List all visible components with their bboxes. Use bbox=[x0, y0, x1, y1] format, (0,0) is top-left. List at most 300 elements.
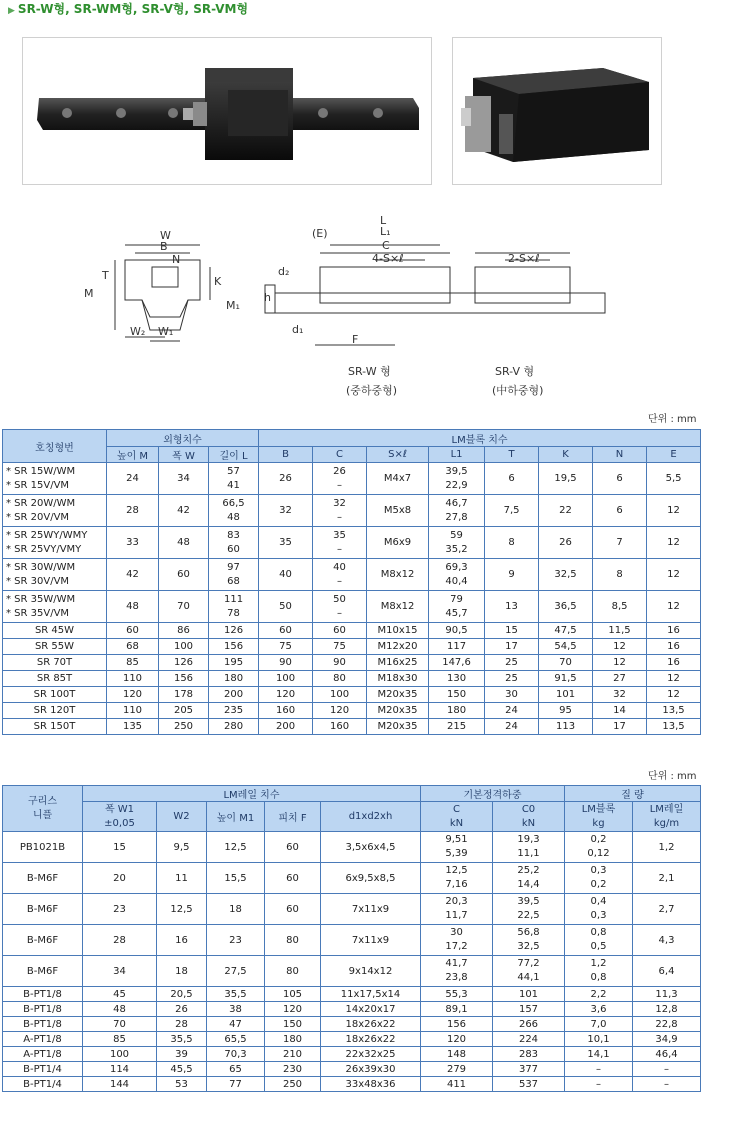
table-row bbox=[3, 925, 701, 956]
rail-photo-image bbox=[23, 38, 431, 184]
table-row bbox=[3, 687, 701, 703]
value-cell: 53 bbox=[157, 1077, 207, 1092]
label-d1: d₁ bbox=[292, 323, 304, 336]
value-cell: 11 bbox=[157, 863, 207, 894]
value-cell: 150 bbox=[429, 687, 485, 703]
model-cell: * SR 20W/WM * SR 20V/VM bbox=[3, 495, 107, 527]
value-cell: 110 bbox=[107, 703, 159, 719]
value-cell: 46,4 bbox=[633, 1047, 701, 1062]
col-header: C0 kN bbox=[493, 802, 565, 832]
value-cell: 47,5 bbox=[539, 623, 593, 639]
value-cell: M8x12 bbox=[367, 591, 429, 623]
value-cell: 55,3 bbox=[421, 987, 493, 1002]
value-cell: 15,5 bbox=[207, 863, 265, 894]
value-cell: 178 bbox=[159, 687, 209, 703]
value-cell: 12 bbox=[647, 591, 701, 623]
dimension-diagram bbox=[80, 205, 620, 405]
value-cell: 41,7 23,8 bbox=[421, 956, 493, 987]
value-cell: 54,5 bbox=[539, 639, 593, 655]
grease-nipple-cell: B-PT1/8 bbox=[3, 987, 83, 1002]
value-cell: 60 bbox=[159, 559, 209, 591]
value-cell: 16 bbox=[157, 925, 207, 956]
value-cell: 100 bbox=[83, 1047, 157, 1062]
value-cell: 101 bbox=[493, 987, 565, 1002]
model-cell: SR 120T bbox=[3, 703, 107, 719]
value-cell: 144 bbox=[83, 1077, 157, 1092]
diagram-dimension-labels bbox=[84, 214, 543, 397]
table-row bbox=[3, 956, 701, 987]
caption-sr-w-sub: (중하중형) bbox=[346, 384, 398, 397]
value-cell: 77,2 44,1 bbox=[493, 956, 565, 987]
value-cell: 40 bbox=[259, 559, 313, 591]
table-row bbox=[3, 1002, 701, 1017]
label-4sl: 4-S×ℓ bbox=[372, 252, 404, 265]
value-cell: 10,1 bbox=[565, 1032, 633, 1047]
value-cell: 30 bbox=[485, 687, 539, 703]
value-cell: 283 bbox=[493, 1047, 565, 1062]
value-cell: 0,8 0,5 bbox=[565, 925, 633, 956]
col-header: E bbox=[647, 447, 701, 463]
value-cell: 45,5 bbox=[157, 1062, 207, 1077]
label-C: C bbox=[382, 239, 390, 252]
table-row bbox=[3, 559, 701, 591]
value-cell: 100 bbox=[159, 639, 209, 655]
table-row bbox=[3, 894, 701, 925]
col-header: LM레일 kg/m bbox=[633, 802, 701, 832]
value-cell: 35 bbox=[259, 527, 313, 559]
col-header: 피치 F bbox=[265, 802, 321, 832]
value-cell: 70 bbox=[83, 1017, 157, 1032]
value-cell: 6,4 bbox=[633, 956, 701, 987]
value-cell: 12 bbox=[647, 527, 701, 559]
table-row bbox=[3, 1062, 701, 1077]
value-cell: 100 bbox=[313, 687, 367, 703]
value-cell: 36,5 bbox=[539, 591, 593, 623]
table-row bbox=[3, 623, 701, 639]
value-cell: 23 bbox=[83, 894, 157, 925]
value-cell: 22x32x25 bbox=[321, 1047, 421, 1062]
label-T: T bbox=[102, 269, 109, 282]
value-cell: 230 bbox=[265, 1062, 321, 1077]
model-cell: SR 45W bbox=[3, 623, 107, 639]
value-cell: 11,3 bbox=[633, 987, 701, 1002]
value-cell: 80 bbox=[313, 671, 367, 687]
model-cell: SR 70T bbox=[3, 655, 107, 671]
value-cell: 12,5 bbox=[157, 894, 207, 925]
value-cell: 80 bbox=[265, 956, 321, 987]
col-header: S×ℓ bbox=[367, 447, 429, 463]
value-cell: 32 bbox=[593, 687, 647, 703]
table-row bbox=[3, 1047, 701, 1062]
value-cell: 266 bbox=[493, 1017, 565, 1032]
value-cell: 18 bbox=[157, 956, 207, 987]
value-cell: 111 78 bbox=[209, 591, 259, 623]
value-cell: 2,2 bbox=[565, 987, 633, 1002]
table-row bbox=[3, 1077, 701, 1092]
value-cell: 69,3 40,4 bbox=[429, 559, 485, 591]
value-cell: 24 bbox=[485, 703, 539, 719]
value-cell: 26 bbox=[539, 527, 593, 559]
value-cell: 16 bbox=[647, 655, 701, 671]
col-header: LM블록 kg bbox=[565, 802, 633, 832]
header-model: 호칭형번 bbox=[3, 430, 107, 463]
value-cell: – bbox=[633, 1062, 701, 1077]
value-cell: – bbox=[565, 1062, 633, 1077]
value-cell: – bbox=[565, 1077, 633, 1092]
label-N: N bbox=[172, 253, 181, 266]
value-cell: 45 bbox=[83, 987, 157, 1002]
value-cell: 26 bbox=[259, 463, 313, 495]
value-cell: 91,5 bbox=[539, 671, 593, 687]
model-cell: * SR 15W/WM * SR 15V/VM bbox=[3, 463, 107, 495]
grease-nipple-cell: B-M6F bbox=[3, 863, 83, 894]
col-header: 높이 M bbox=[107, 447, 159, 463]
value-cell: 75 bbox=[259, 639, 313, 655]
label-M: M bbox=[84, 287, 94, 300]
value-cell: 95 bbox=[539, 703, 593, 719]
value-cell: M20x35 bbox=[367, 687, 429, 703]
value-cell: 9 bbox=[485, 559, 539, 591]
table-row bbox=[3, 703, 701, 719]
value-cell: 12 bbox=[647, 495, 701, 527]
value-cell: 12 bbox=[593, 639, 647, 655]
value-cell: 8 bbox=[485, 527, 539, 559]
value-cell: 8,5 bbox=[593, 591, 647, 623]
value-cell: 90,5 bbox=[429, 623, 485, 639]
value-cell: 200 bbox=[209, 687, 259, 703]
label-W2: W₂ bbox=[130, 325, 146, 338]
value-cell: 148 bbox=[421, 1047, 493, 1062]
value-cell: 120 bbox=[421, 1032, 493, 1047]
value-cell: 26x39x30 bbox=[321, 1062, 421, 1077]
value-cell: 89,1 bbox=[421, 1002, 493, 1017]
value-cell: 1,2 0,8 bbox=[565, 956, 633, 987]
value-cell: 33 bbox=[107, 527, 159, 559]
value-cell: 34 bbox=[159, 463, 209, 495]
value-cell: 65 bbox=[207, 1062, 265, 1077]
value-cell: 14x20x17 bbox=[321, 1002, 421, 1017]
value-cell: 130 bbox=[429, 671, 485, 687]
value-cell: 12,8 bbox=[633, 1002, 701, 1017]
caption-sr-v: SR-V 형 bbox=[495, 365, 535, 378]
value-cell: 50 bbox=[259, 591, 313, 623]
value-cell: 75 bbox=[313, 639, 367, 655]
value-cell: 13 bbox=[485, 591, 539, 623]
model-cell: * SR 25WY/WMY * SR 25VY/VMY bbox=[3, 527, 107, 559]
value-cell: M4x7 bbox=[367, 463, 429, 495]
value-cell: 34 bbox=[83, 956, 157, 987]
value-cell: 24 bbox=[107, 463, 159, 495]
table-row bbox=[3, 655, 701, 671]
value-cell: 39 bbox=[157, 1047, 207, 1062]
model-cell: * SR 30W/WM * SR 30V/VM bbox=[3, 559, 107, 591]
grease-nipple-cell: B-PT1/8 bbox=[3, 1002, 83, 1017]
value-cell: 157 bbox=[493, 1002, 565, 1017]
value-cell: 12 bbox=[647, 687, 701, 703]
value-cell: 48 bbox=[83, 1002, 157, 1017]
grease-nipple-cell: A-PT1/8 bbox=[3, 1047, 83, 1062]
value-cell: 156 bbox=[421, 1017, 493, 1032]
header-outer-dims: 외형치수 bbox=[107, 430, 259, 447]
value-cell: 117 bbox=[429, 639, 485, 655]
value-cell: 235 bbox=[209, 703, 259, 719]
value-cell: 224 bbox=[493, 1032, 565, 1047]
value-cell: 6 bbox=[593, 495, 647, 527]
value-cell: 7,0 bbox=[565, 1017, 633, 1032]
value-cell: 80 bbox=[265, 925, 321, 956]
value-cell: 60 bbox=[107, 623, 159, 639]
table-row bbox=[3, 863, 701, 894]
value-cell: 11,5 bbox=[593, 623, 647, 639]
value-cell: 25 bbox=[485, 671, 539, 687]
value-cell: 12 bbox=[647, 671, 701, 687]
col-header: B bbox=[259, 447, 313, 463]
value-cell: 411 bbox=[421, 1077, 493, 1092]
value-cell: 70 bbox=[159, 591, 209, 623]
value-cell: 2,1 bbox=[633, 863, 701, 894]
header-block-dims: LM블록 치수 bbox=[259, 430, 701, 447]
value-cell: 12,5 bbox=[207, 832, 265, 863]
value-cell: 9,5 bbox=[157, 832, 207, 863]
value-cell: 13,5 bbox=[647, 719, 701, 735]
label-E: (E) bbox=[312, 227, 328, 240]
value-cell: 23 bbox=[207, 925, 265, 956]
value-cell: 8 bbox=[593, 559, 647, 591]
value-cell: 156 bbox=[209, 639, 259, 655]
value-cell: 100 bbox=[259, 671, 313, 687]
table-row bbox=[3, 639, 701, 655]
value-cell: 25,2 14,4 bbox=[493, 863, 565, 894]
value-cell: 32 bbox=[259, 495, 313, 527]
value-cell: 34,9 bbox=[633, 1032, 701, 1047]
value-cell: 16 bbox=[647, 623, 701, 639]
block-photo-image bbox=[453, 38, 661, 184]
value-cell: 200 bbox=[259, 719, 313, 735]
lm-rail-spec-table bbox=[2, 785, 701, 1092]
value-cell: 42 bbox=[159, 495, 209, 527]
value-cell: 5,5 bbox=[647, 463, 701, 495]
value-cell: 97 68 bbox=[209, 559, 259, 591]
label-2sl: 2-S×ℓ bbox=[508, 252, 540, 265]
value-cell: 14,1 bbox=[565, 1047, 633, 1062]
value-cell: 28 bbox=[157, 1017, 207, 1032]
value-cell: 20 bbox=[83, 863, 157, 894]
label-B: B bbox=[160, 240, 168, 253]
value-cell: 11x17,5x14 bbox=[321, 987, 421, 1002]
col-header: L1 bbox=[429, 447, 485, 463]
grease-nipple-cell: B-PT1/8 bbox=[3, 1017, 83, 1032]
table-row bbox=[3, 527, 701, 559]
table-row bbox=[3, 463, 701, 495]
value-cell: 20,3 11,7 bbox=[421, 894, 493, 925]
value-cell: 12,5 7,16 bbox=[421, 863, 493, 894]
value-cell: 26 bbox=[157, 1002, 207, 1017]
value-cell: 28 bbox=[83, 925, 157, 956]
value-cell: 68 bbox=[107, 639, 159, 655]
value-cell: 7,5 bbox=[485, 495, 539, 527]
table-row bbox=[3, 591, 701, 623]
header-rail-dims: LM레일 치수 bbox=[83, 786, 421, 802]
table-row bbox=[3, 1032, 701, 1047]
label-M1: M₁ bbox=[226, 299, 240, 312]
table-row bbox=[3, 1017, 701, 1032]
value-cell: 22 bbox=[539, 495, 593, 527]
value-cell: 60 bbox=[313, 623, 367, 639]
table-row bbox=[3, 719, 701, 735]
value-cell: 150 bbox=[265, 1017, 321, 1032]
value-cell: 1,2 bbox=[633, 832, 701, 863]
value-cell: 42 bbox=[107, 559, 159, 591]
value-cell: 17 bbox=[485, 639, 539, 655]
value-cell: 25 bbox=[485, 655, 539, 671]
header-mass: 질 량 bbox=[565, 786, 701, 802]
value-cell: 0,4 0,3 bbox=[565, 894, 633, 925]
value-cell: 215 bbox=[429, 719, 485, 735]
value-cell: 39,5 22,5 bbox=[493, 894, 565, 925]
unit-label-1: 단위 : mm bbox=[648, 414, 697, 425]
value-cell: 160 bbox=[313, 719, 367, 735]
grease-nipple-cell: B-PT1/4 bbox=[3, 1077, 83, 1092]
col-header: d1xd2xh bbox=[321, 802, 421, 832]
bullet-arrow-icon: ▶ bbox=[8, 6, 15, 16]
value-cell: 13,5 bbox=[647, 703, 701, 719]
header-grease-nipple: 구리스 니플 bbox=[3, 786, 83, 832]
value-cell: 83 60 bbox=[209, 527, 259, 559]
value-cell: 3,5x6x4,5 bbox=[321, 832, 421, 863]
value-cell: 114 bbox=[83, 1062, 157, 1077]
value-cell: 30 17,2 bbox=[421, 925, 493, 956]
value-cell: 15 bbox=[485, 623, 539, 639]
col-header: 폭 W1 ±0,05 bbox=[83, 802, 157, 832]
value-cell: 105 bbox=[265, 987, 321, 1002]
value-cell: 156 bbox=[159, 671, 209, 687]
header-basic-load: 기본정격하중 bbox=[421, 786, 565, 802]
value-cell: M12x20 bbox=[367, 639, 429, 655]
unit-label-2: 단위 : mm bbox=[648, 771, 697, 782]
value-cell: 20,5 bbox=[157, 987, 207, 1002]
value-cell: 180 bbox=[265, 1032, 321, 1047]
value-cell: 59 35,2 bbox=[429, 527, 485, 559]
value-cell: M10x15 bbox=[367, 623, 429, 639]
value-cell: 195 bbox=[209, 655, 259, 671]
value-cell: 32,5 bbox=[539, 559, 593, 591]
value-cell: 6 bbox=[485, 463, 539, 495]
value-cell: 27 bbox=[593, 671, 647, 687]
value-cell: 90 bbox=[313, 655, 367, 671]
value-cell: 85 bbox=[107, 655, 159, 671]
value-cell: 0,2 0,12 bbox=[565, 832, 633, 863]
value-cell: 180 bbox=[209, 671, 259, 687]
value-cell: 50 – bbox=[313, 591, 367, 623]
label-d2: d₂ bbox=[278, 265, 290, 278]
product-photo-rail bbox=[22, 37, 432, 185]
col-header: C bbox=[313, 447, 367, 463]
value-cell: 90 bbox=[259, 655, 313, 671]
grease-nipple-cell: B-M6F bbox=[3, 956, 83, 987]
page-title: ▶ SR-W형, SR-WM형, SR-V형, SR-VM형 bbox=[8, 2, 249, 16]
value-cell: 18x26x22 bbox=[321, 1017, 421, 1032]
value-cell: M8x12 bbox=[367, 559, 429, 591]
value-cell: 38 bbox=[207, 1002, 265, 1017]
value-cell: 120 bbox=[259, 687, 313, 703]
value-cell: 180 bbox=[429, 703, 485, 719]
value-cell: 18x26x22 bbox=[321, 1032, 421, 1047]
value-cell: 4,3 bbox=[633, 925, 701, 956]
value-cell: 57 41 bbox=[209, 463, 259, 495]
table-row bbox=[3, 987, 701, 1002]
value-cell: 47 bbox=[207, 1017, 265, 1032]
value-cell: 27,5 bbox=[207, 956, 265, 987]
value-cell: 16 bbox=[647, 639, 701, 655]
value-cell: 135 bbox=[107, 719, 159, 735]
value-cell: 70,3 bbox=[207, 1047, 265, 1062]
value-cell: M20x35 bbox=[367, 703, 429, 719]
value-cell: 6 bbox=[593, 463, 647, 495]
col-header: 높이 M1 bbox=[207, 802, 265, 832]
value-cell: 9x14x12 bbox=[321, 956, 421, 987]
col-header: W2 bbox=[157, 802, 207, 832]
value-cell: 377 bbox=[493, 1062, 565, 1077]
col-header: C kN bbox=[421, 802, 493, 832]
value-cell: 120 bbox=[265, 1002, 321, 1017]
lm-block-spec-table bbox=[2, 429, 701, 735]
product-photo-block bbox=[452, 37, 662, 185]
label-K: K bbox=[214, 275, 222, 288]
value-cell: 101 bbox=[539, 687, 593, 703]
value-cell: 279 bbox=[421, 1062, 493, 1077]
value-cell: 7x11x9 bbox=[321, 925, 421, 956]
value-cell: 14 bbox=[593, 703, 647, 719]
value-cell: M5x8 bbox=[367, 495, 429, 527]
value-cell: 9,51 5,39 bbox=[421, 832, 493, 863]
value-cell: 280 bbox=[209, 719, 259, 735]
label-L: L bbox=[380, 214, 387, 227]
value-cell: 113 bbox=[539, 719, 593, 735]
label-h: h bbox=[264, 291, 271, 304]
value-cell: 70 bbox=[539, 655, 593, 671]
col-header: 폭 W bbox=[159, 447, 209, 463]
model-cell: SR 85T bbox=[3, 671, 107, 687]
value-cell: 56,8 32,5 bbox=[493, 925, 565, 956]
label-L1: L₁ bbox=[380, 225, 391, 238]
model-cell: SR 55W bbox=[3, 639, 107, 655]
value-cell: 66,5 48 bbox=[209, 495, 259, 527]
caption-sr-w: SR-W 형 bbox=[348, 365, 391, 378]
value-cell: M6x9 bbox=[367, 527, 429, 559]
value-cell: 205 bbox=[159, 703, 209, 719]
value-cell: 60 bbox=[265, 894, 321, 925]
value-cell: 35 – bbox=[313, 527, 367, 559]
value-cell: 250 bbox=[159, 719, 209, 735]
model-cell: SR 100T bbox=[3, 687, 107, 703]
value-cell: 537 bbox=[493, 1077, 565, 1092]
table-row bbox=[3, 495, 701, 527]
label-F: F bbox=[352, 333, 359, 346]
col-header: T bbox=[485, 447, 539, 463]
grease-nipple-cell: B-M6F bbox=[3, 925, 83, 956]
grease-nipple-cell: B-M6F bbox=[3, 894, 83, 925]
value-cell: 48 bbox=[159, 527, 209, 559]
value-cell: 160 bbox=[259, 703, 313, 719]
value-cell: 126 bbox=[209, 623, 259, 639]
value-cell: 46,7 27,8 bbox=[429, 495, 485, 527]
label-W: W bbox=[160, 229, 171, 242]
value-cell: 250 bbox=[265, 1077, 321, 1092]
label-W1: W₁ bbox=[158, 325, 174, 338]
value-cell: 26 – bbox=[313, 463, 367, 495]
col-header: K bbox=[539, 447, 593, 463]
value-cell: 85 bbox=[83, 1032, 157, 1047]
